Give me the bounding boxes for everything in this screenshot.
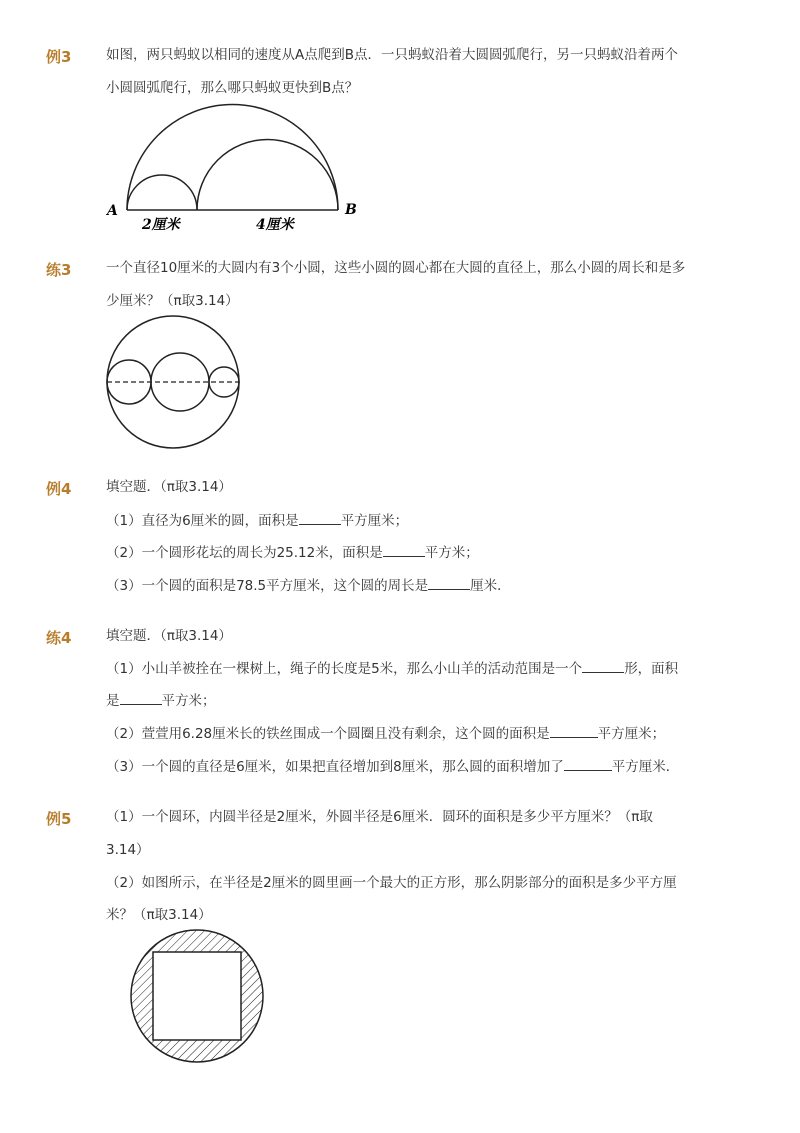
practice-4-item-2-unit: 平方厘米； xyxy=(597,726,666,742)
practice-4-item-2 xyxy=(106,723,665,744)
answer-blank[interactable] xyxy=(428,575,470,590)
practice-4-item-1-line-2 xyxy=(106,690,216,711)
answer-blank[interactable] xyxy=(550,723,598,738)
example-5-text-line-3: （2）如图所示，在半径是2厘米的圆里画一个最大的正方形，那么阴影部分的面积是多少平方厘 xyxy=(106,875,677,891)
example-5-text-line-2: 3.14） xyxy=(106,842,150,858)
example-4-item-2-text: （2）一个圆形花坛的周长为25.12米，面积是 xyxy=(106,545,383,561)
answer-blank[interactable] xyxy=(299,510,341,525)
point-b-label: B xyxy=(345,202,357,218)
example-5-text-line-1: （1）一个圆环，内圆半径是2厘米，外圆半径是6厘米．圆环的面积是多少平方厘米？（π取 xyxy=(106,809,653,825)
segment-1-label: 2厘米 xyxy=(142,217,180,233)
example-3-text-line-1: 如图，两只蚂蚁以相同的速度从A点爬到B点．一只蚂蚁沿着大圆圆弧爬行，另一只蚂蚁沿着两个 xyxy=(106,47,678,63)
practice-4-item-3 xyxy=(106,756,679,777)
answer-blank[interactable] xyxy=(383,542,425,557)
example-3-text-line-2: 小圆圆弧爬行，那么哪只蚂蚁更快到B点？ xyxy=(106,80,359,96)
example-3-tag: 例3 xyxy=(46,48,72,66)
practice-4-item-1-continuation: 形，面积 xyxy=(624,661,679,677)
shaded-circle-square xyxy=(124,926,274,1066)
practice-3-text-line-2: 少厘米？（π取3.14） xyxy=(106,293,239,309)
practice-4-item-1-text: （1）小山羊被拴在一棵树上，绳子的长度是5米，那么小山羊的活动范围是一个 xyxy=(106,661,583,677)
practice-3-text-line-1: 一个直径10厘米的大圆内有3个小圆，这些小圆的圆心都在大圆的直径上，那么小圆的周长和是多 xyxy=(106,260,686,276)
practice-4-item-1-line-1 xyxy=(106,658,678,679)
example-4-item-1 xyxy=(106,510,408,531)
practice-4-item-3-unit: 平方厘米． xyxy=(611,759,680,775)
example-4-item-2 xyxy=(106,542,479,563)
segment-2-label: 4厘米 xyxy=(256,217,294,233)
answer-blank[interactable] xyxy=(582,658,624,673)
practice-3-tag: 练3 xyxy=(46,261,72,279)
practice-4-item-1-text-2: 是 xyxy=(106,693,120,709)
example-4-item-1-unit: 平方厘米； xyxy=(340,513,409,529)
example-4-item-3-unit: 厘米． xyxy=(470,578,511,594)
practice-3-circles-figure xyxy=(100,312,250,452)
practice-4-item-2-text: （2）萱萱用6.28厘米长的铁丝围成一个圆圈且没有剩余，这个圆的面积是 xyxy=(106,726,550,742)
example-4-item-2-unit: 平方米； xyxy=(424,545,479,561)
example-4-heading: 填空题．（π取3.14） xyxy=(106,479,232,495)
example-5-text-line-4: 米？（π取3.14） xyxy=(106,907,212,923)
example-4-item-3 xyxy=(106,575,511,596)
point-a-label: A xyxy=(107,203,118,219)
answer-blank[interactable] xyxy=(120,690,162,705)
example-4-item-3-text: （3）一个圆的面积是78.5平方厘米，这个圆的周长是 xyxy=(106,578,429,594)
practice-4-item-1-unit: 平方米； xyxy=(161,693,216,709)
answer-blank[interactable] xyxy=(564,756,612,771)
example-3-semicircles-figure xyxy=(100,100,360,240)
example-5-tag: 例5 xyxy=(46,810,72,828)
practice-4-item-3-text: （3）一个圆的直径是6厘米，如果把直径增加到8厘米，那么圆的面积增加了 xyxy=(106,759,564,775)
practice-4-heading: 填空题．（π取3.14） xyxy=(106,628,232,644)
example-4-tag: 例4 xyxy=(46,480,72,498)
practice-4-tag: 练4 xyxy=(46,629,72,647)
example-4-item-1-text: （1）直径为6厘米的圆，面积是 xyxy=(106,513,299,529)
